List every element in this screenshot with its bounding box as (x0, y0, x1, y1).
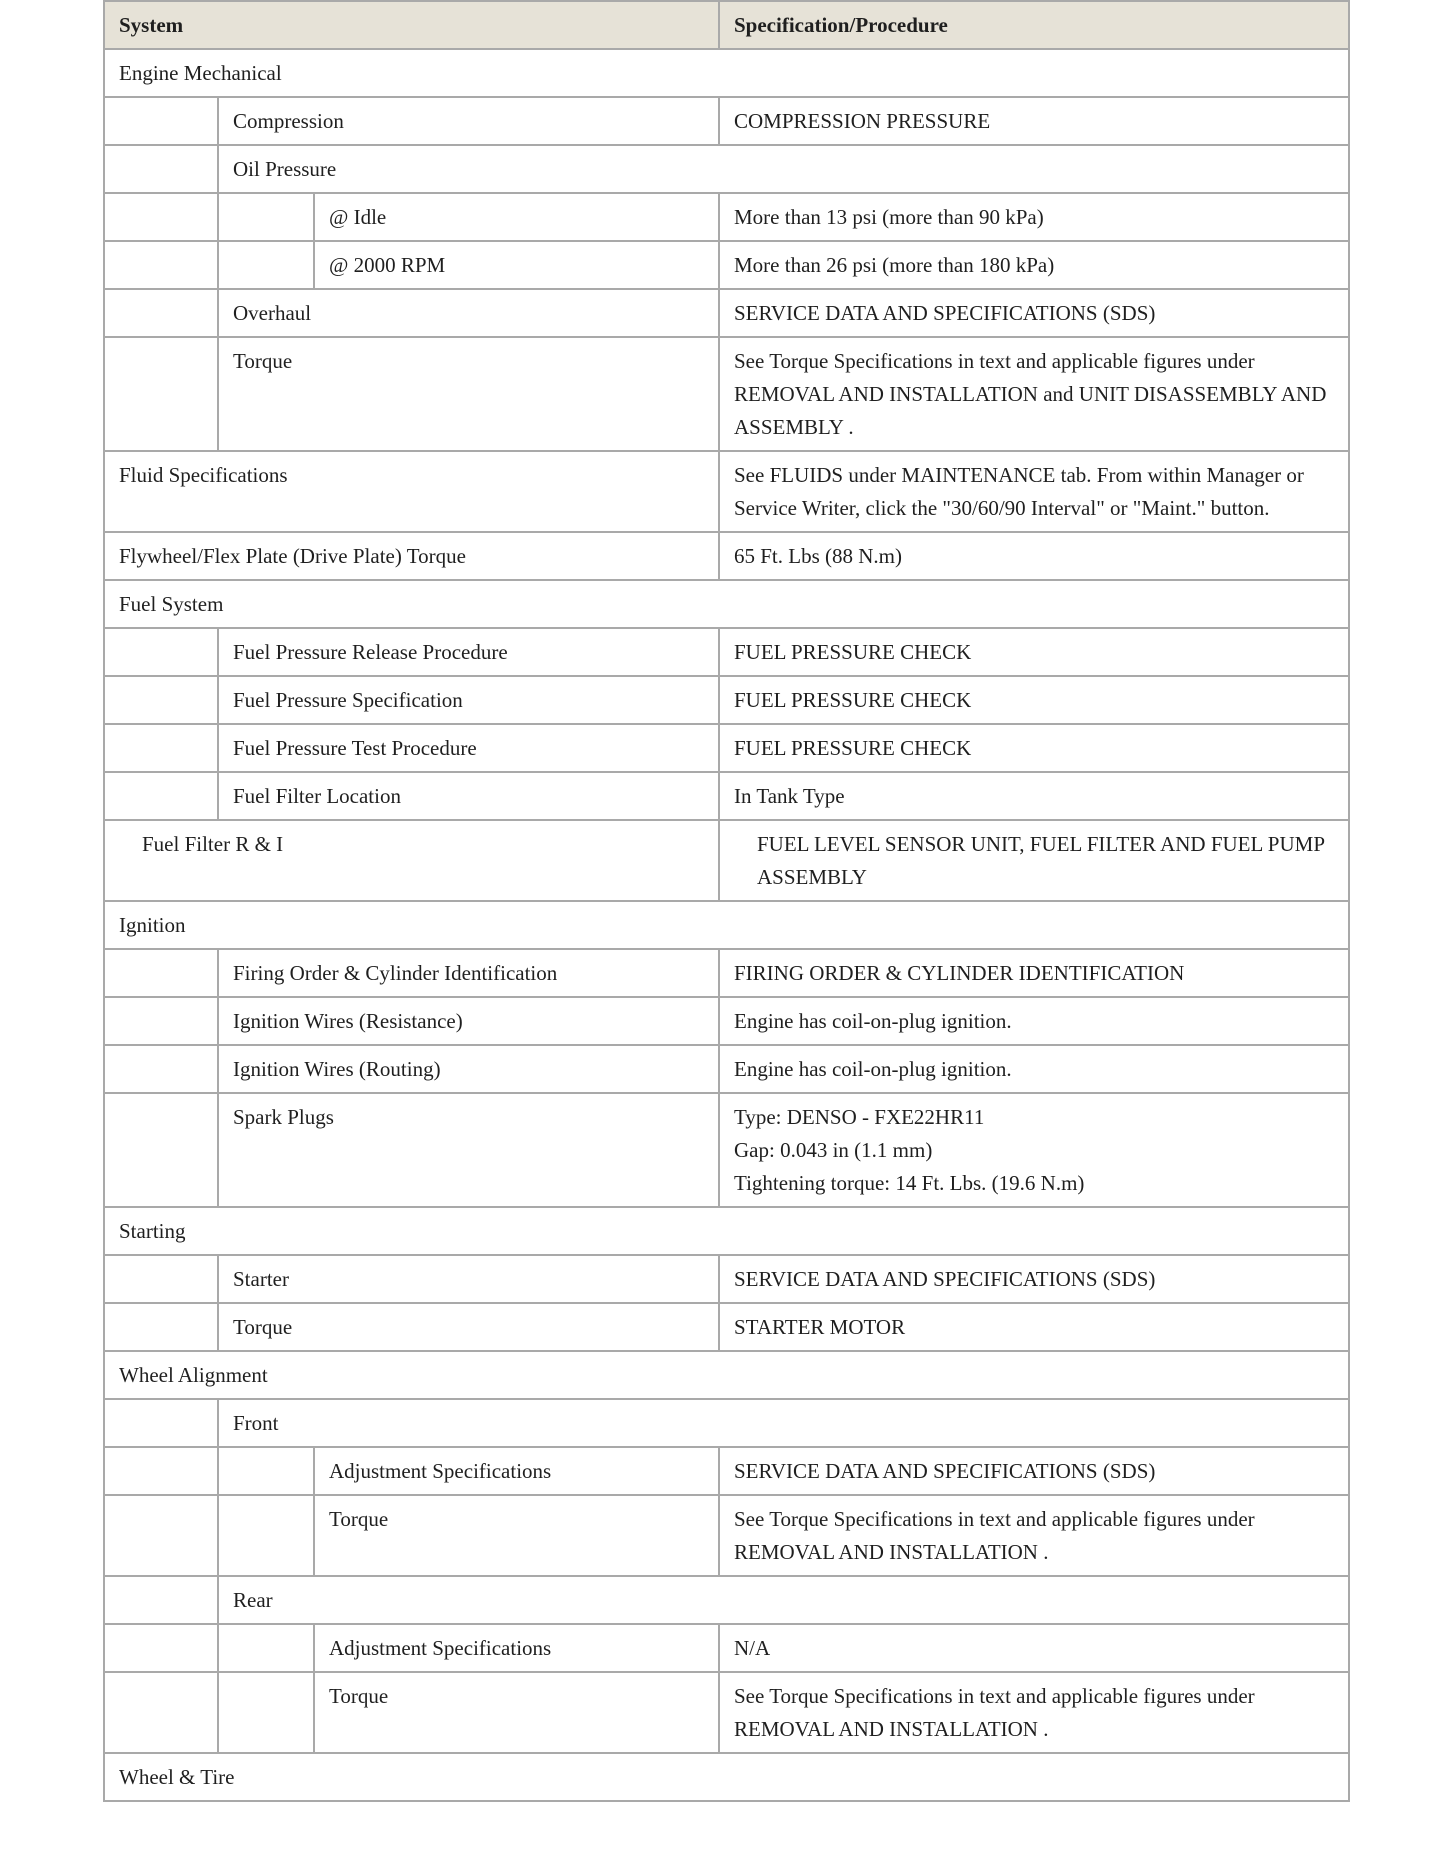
section-row-wheel-alignment (104, 1351, 1349, 1399)
section-title: Ignition (104, 901, 1349, 949)
section-row-wheel-tire (104, 1753, 1349, 1801)
item-spec: Engine has coil-on-plug ignition. (719, 1045, 1349, 1093)
item-label: Torque (314, 1495, 719, 1576)
item-spec: In Tank Type (719, 772, 1349, 820)
indent-cell (104, 97, 218, 145)
table-row-fuel-pressure-release (104, 628, 1349, 676)
item-spec: SERVICE DATA AND SPECIFICATIONS (SDS) (719, 1255, 1349, 1303)
indent-cell (104, 1672, 218, 1753)
item-spec: STARTER MOTOR (719, 1303, 1349, 1351)
item-spec: More than 26 psi (more than 180 kPa) (719, 241, 1349, 289)
item-label: Fuel Pressure Release Procedure (218, 628, 719, 676)
spark-plug-torque: Tightening torque: 14 Ft. Lbs. (19.6 N.m) (734, 1171, 1085, 1195)
item-spec: N/A (719, 1624, 1349, 1672)
subsection-title: Rear (218, 1576, 1349, 1624)
indent-cell (104, 241, 218, 289)
item-label: Flywheel/Flex Plate (Drive Plate) Torque (104, 532, 719, 580)
item-label: Compression (218, 97, 719, 145)
table-row-idle (104, 193, 1349, 241)
item-label: Fuel Filter Location (218, 772, 719, 820)
indent-cell (104, 1576, 218, 1624)
indent-cell (104, 676, 218, 724)
section-row-ignition (104, 901, 1349, 949)
item-label: Adjustment Specifications (314, 1624, 719, 1672)
indent-cell (104, 1624, 218, 1672)
indent-cell (218, 193, 314, 241)
table-row-starting-torque (104, 1303, 1349, 1351)
item-label: Fuel Filter R & I (104, 820, 719, 901)
indent-cell (218, 1447, 314, 1495)
item-label: @ Idle (314, 193, 719, 241)
section-title: Starting (104, 1207, 1349, 1255)
item-label: Torque (218, 1303, 719, 1351)
section-title: Wheel & Tire (104, 1753, 1349, 1801)
indent-cell (104, 724, 218, 772)
table-row-fuel-filter-ri (104, 820, 1349, 901)
item-spec: COMPRESSION PRESSURE (719, 97, 1349, 145)
item-label: Torque (314, 1672, 719, 1753)
item-spec: SERVICE DATA AND SPECIFICATIONS (SDS) (719, 1447, 1349, 1495)
subsection-row-front (104, 1399, 1349, 1447)
indent-cell (104, 1303, 218, 1351)
table-row-ignition-wires-routing (104, 1045, 1349, 1093)
item-spec: Engine has coil-on-plug ignition. (719, 997, 1349, 1045)
indent-cell (104, 337, 218, 451)
section-title: Engine Mechanical (104, 49, 1349, 97)
item-spec: See Torque Specifications in text and applicable figures under REMOVAL AND INSTALLATION and UNIT DISASSEMBLY AND ASSEMBLY . (719, 337, 1349, 451)
indent-cell (104, 1093, 218, 1207)
indent-cell (104, 772, 218, 820)
item-label: Adjustment Specifications (314, 1447, 719, 1495)
indent-cell (104, 997, 218, 1045)
subsection-title: Front (218, 1399, 1349, 1447)
subsection-row-oil-pressure (104, 145, 1349, 193)
table-row-fuel-filter-location (104, 772, 1349, 820)
item-spec: FIRING ORDER & CYLINDER IDENTIFICATION (719, 949, 1349, 997)
indent-cell (104, 1045, 218, 1093)
spark-plug-gap: Gap: 0.043 in (1.1 mm) (734, 1138, 933, 1162)
item-label: Fuel Pressure Specification (218, 676, 719, 724)
table-row-overhaul (104, 289, 1349, 337)
table-row-firing-order (104, 949, 1349, 997)
item-label: Spark Plugs (218, 1093, 719, 1207)
item-label: Ignition Wires (Routing) (218, 1045, 719, 1093)
indent-cell (218, 1672, 314, 1753)
table-row-fuel-pressure-specification (104, 676, 1349, 724)
table-header-row (104, 1, 1349, 49)
section-title: Wheel Alignment (104, 1351, 1349, 1399)
indent-cell (104, 628, 218, 676)
indent-cell (104, 289, 218, 337)
item-label: Fuel Pressure Test Procedure (218, 724, 719, 772)
item-spec: FUEL PRESSURE CHECK (719, 628, 1349, 676)
indent-cell (218, 1624, 314, 1672)
section-row-fuel-system (104, 580, 1349, 628)
item-label: Firing Order & Cylinder Identification (218, 949, 719, 997)
table-row-compression (104, 97, 1349, 145)
table-row-flywheel (104, 532, 1349, 580)
item-label: Ignition Wires (Resistance) (218, 997, 719, 1045)
indent-cell (104, 1447, 218, 1495)
item-label: Fluid Specifications (104, 451, 719, 532)
table-row-front-adjustment (104, 1447, 1349, 1495)
indent-cell (218, 1495, 314, 1576)
specification-table (103, 0, 1350, 1802)
indent-cell (104, 193, 218, 241)
item-spec: SERVICE DATA AND SPECIFICATIONS (SDS) (719, 289, 1349, 337)
item-spec: See FLUIDS under MAINTENANCE tab. From within Manager or Service Writer, click the "30/60/90 Interval" or "Maint." button. (719, 451, 1349, 532)
spark-plug-type: Type: DENSO - FXE22HR11 (734, 1105, 985, 1129)
table-row-front-torque (104, 1495, 1349, 1576)
item-label: Overhaul (218, 289, 719, 337)
indent-cell (104, 1255, 218, 1303)
table-row-spark-plugs (104, 1093, 1349, 1207)
subsection-title: Oil Pressure (218, 145, 1349, 193)
header-system: System (104, 1, 719, 49)
item-label: @ 2000 RPM (314, 241, 719, 289)
item-spec: FUEL PRESSURE CHECK (719, 676, 1349, 724)
indent-cell (218, 241, 314, 289)
header-specification: Specification/Procedure (719, 1, 1349, 49)
item-spec: 65 Ft. Lbs (88 N.m) (719, 532, 1349, 580)
indent-cell (104, 949, 218, 997)
table-row-rear-adjustment (104, 1624, 1349, 1672)
table-row-fluid-specifications (104, 451, 1349, 532)
section-row-engine-mechanical (104, 49, 1349, 97)
item-spec: See Torque Specifications in text and applicable figures under REMOVAL AND INSTALLATION . (719, 1672, 1349, 1753)
item-label: Torque (218, 337, 719, 451)
table-row-2000-rpm (104, 241, 1349, 289)
section-row-starting (104, 1207, 1349, 1255)
table-row-engine-torque (104, 337, 1349, 451)
table-row-starter (104, 1255, 1349, 1303)
indent-cell (104, 1399, 218, 1447)
indent-cell (104, 1495, 218, 1576)
subsection-row-rear (104, 1576, 1349, 1624)
item-spec: More than 13 psi (more than 90 kPa) (719, 193, 1349, 241)
indent-cell (104, 145, 218, 193)
item-spec: FUEL PRESSURE CHECK (719, 724, 1349, 772)
section-title: Fuel System (104, 580, 1349, 628)
table-row-rear-torque (104, 1672, 1349, 1753)
item-spec (719, 1093, 1349, 1207)
item-spec: FUEL LEVEL SENSOR UNIT, FUEL FILTER AND FUEL PUMP ASSEMBLY (719, 820, 1349, 901)
item-spec: See Torque Specifications in text and applicable figures under REMOVAL AND INSTALLATION . (719, 1495, 1349, 1576)
table-row-ignition-wires-resistance (104, 997, 1349, 1045)
item-label: Starter (218, 1255, 719, 1303)
table-row-fuel-pressure-test (104, 724, 1349, 772)
